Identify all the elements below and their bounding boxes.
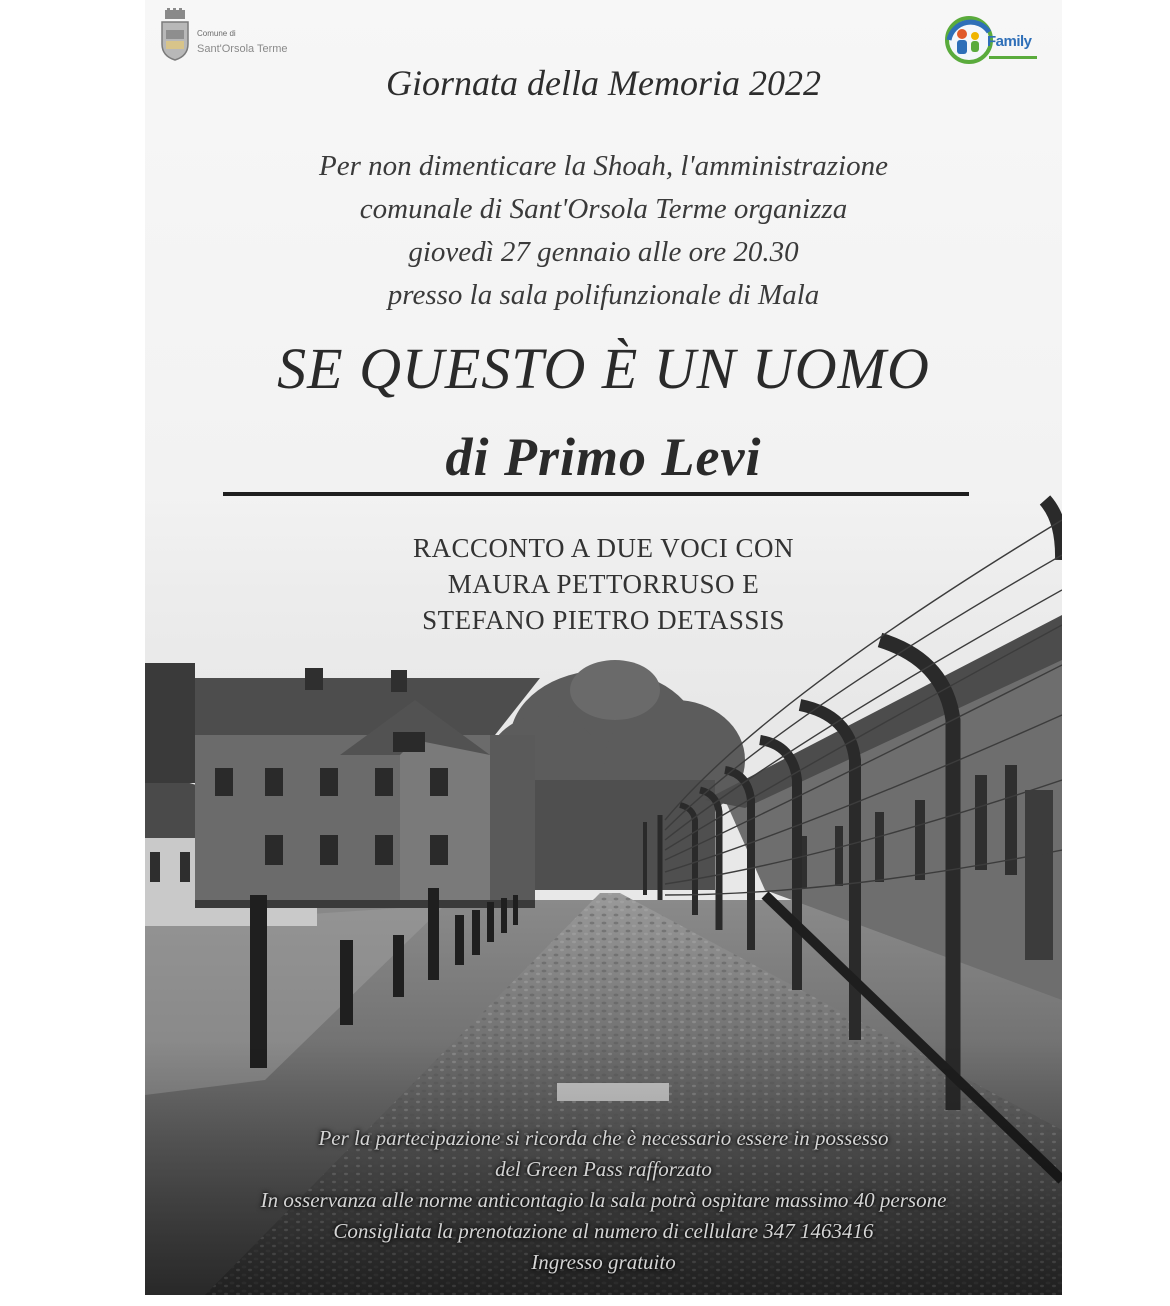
intro-line: comunale di Sant'Orsola Terme organizza xyxy=(359,193,848,225)
intro-line: presso la sala polifunzionale di Mala xyxy=(387,279,820,311)
performers-line: STEFANO PIETRO DETASSIS xyxy=(422,605,785,635)
comune-name: Sant'Orsola Terme xyxy=(197,43,288,55)
brick-barrack xyxy=(145,663,540,908)
divider-rule xyxy=(223,492,969,496)
note-line: Per la partecipazione si ricorda che è necessario essere in possesso xyxy=(318,1126,889,1150)
note-line: Consigliata la prenotazione al numero di cellulare 347 1463416 xyxy=(333,1219,874,1243)
note-line: Ingresso gratuito xyxy=(531,1250,676,1274)
intro-line: Per non dimenticare la Shoah, l'amministrazione xyxy=(319,150,888,182)
work-title: SE QUESTO È UN UOMO xyxy=(277,336,930,401)
poster-title: Giornata della Memoria 2022 xyxy=(386,63,821,103)
family-logo-text: Family xyxy=(987,33,1032,50)
note-line: del Green Pass rafforzato xyxy=(495,1157,712,1181)
note-line: In osservanza alle norme anticontagio la sala potrà ospitare massimo 40 persone xyxy=(260,1188,947,1212)
author-line: di Primo Levi xyxy=(445,427,762,487)
intro-text xyxy=(145,145,1062,317)
participation-notes xyxy=(145,1123,1062,1278)
intro-line: giovedì 27 gennaio alle ore 20.30 xyxy=(408,236,799,268)
performers-line: RACCONTO A DUE VOCI CON xyxy=(412,533,795,563)
comune-caption: Comune di xyxy=(197,29,236,38)
performers-text xyxy=(145,530,1062,638)
event-poster xyxy=(145,0,1062,1295)
municipal-crest-icon xyxy=(159,8,191,62)
performers-line: MAURA PETTORRUSO E xyxy=(447,569,760,599)
